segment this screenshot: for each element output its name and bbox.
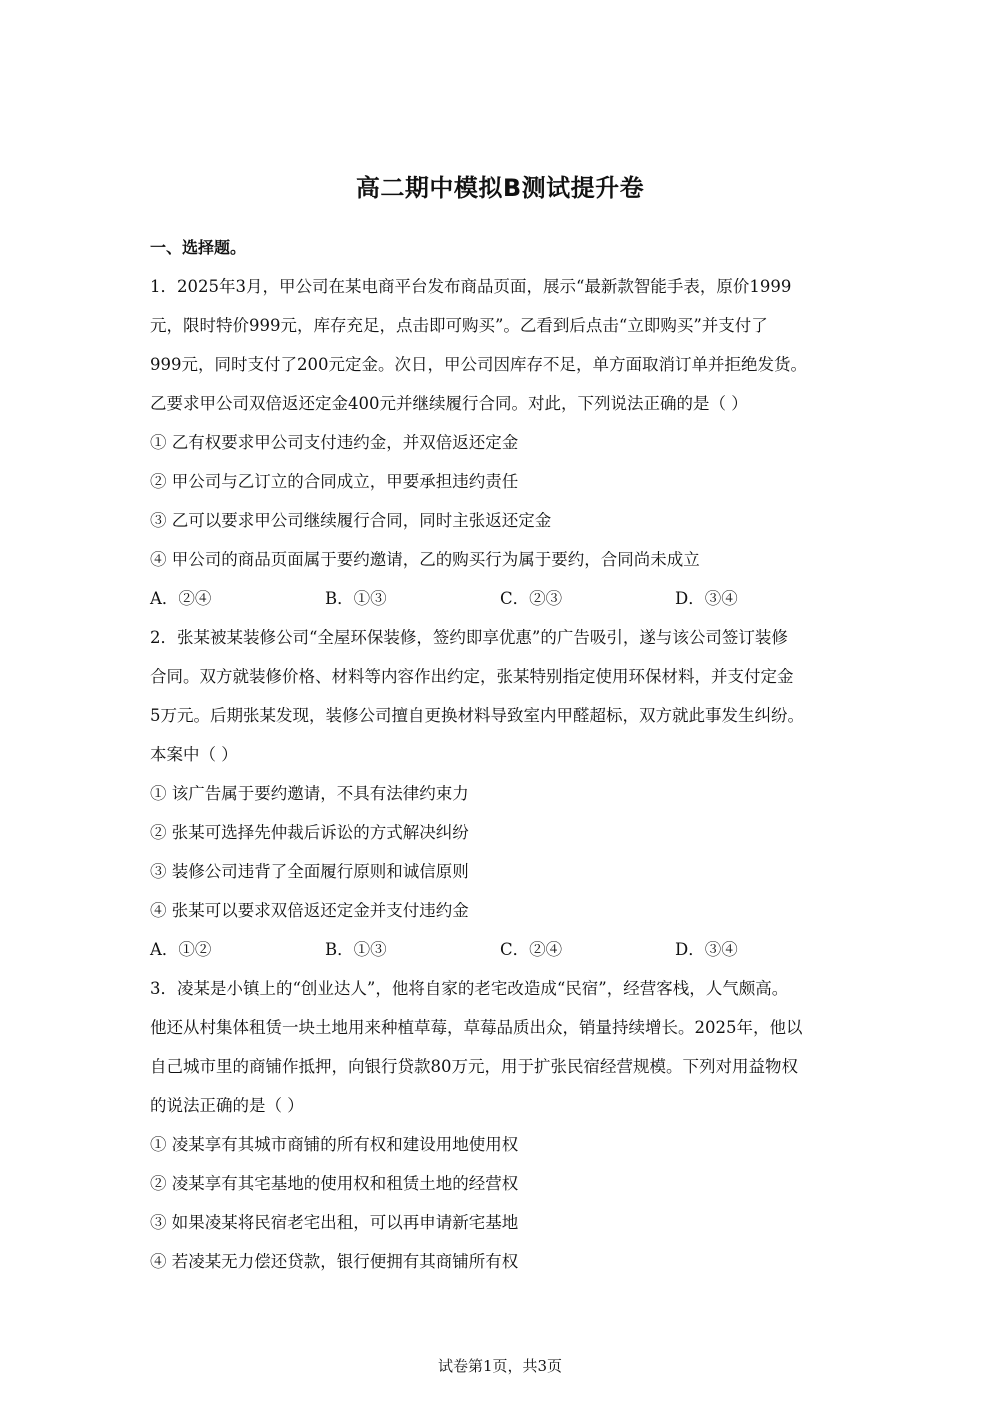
option-d: D．③④ (675, 589, 738, 608)
content (150, 228, 865, 1281)
question-1 (150, 267, 865, 618)
question-2 (150, 618, 865, 969)
option-c: C．②③ (500, 589, 563, 608)
section-heading: 一、选择题。 (150, 238, 247, 257)
statement-item: ① 凌某享有其城市商铺的所有权和建设用地使用权 (150, 1135, 519, 1154)
question-stem-line: 他还从村集体租赁一块土地用来种植草莓，草莓品质出众，销量持续增长。2025年，他以 (150, 1018, 803, 1037)
question-stem-line: 2．张某被某装修公司“全屋环保装修，签约即享优惠”的广告吸引，遂与该公司签订装修 (150, 628, 788, 647)
question-3 (150, 969, 865, 1281)
page-footer: 试卷第1页，共3页 (437, 1357, 563, 1375)
page-title: 高二期中模拟B测试提升卷 (355, 174, 645, 202)
question-stem-line: 3．凌某是小镇上的“创业达人”，他将自家的老宅改造成“民宿”，经营客栈，人气颇高。 (150, 979, 789, 998)
question-stem-line: 的说法正确的是（ ） (150, 1096, 304, 1115)
statement-item: ④ 张某可以要求双倍返还定金并支付违约金 (150, 901, 469, 920)
statement-item: ④ 甲公司的商品页面属于要约邀请，乙的购买行为属于要约，合同尚未成立 (150, 550, 700, 569)
option-a: A．②④ (150, 589, 212, 608)
statement-item: ② 甲公司与乙订立的合同成立，甲要承担违约责任 (150, 472, 519, 491)
statement-item: ② 凌某享有其宅基地的使用权和租赁土地的经营权 (150, 1174, 519, 1193)
statement-item: ③ 装修公司违背了全面履行原则和诚信原则 (150, 862, 469, 881)
option-b: B．①③ (325, 589, 387, 608)
option-c: C．②④ (500, 940, 563, 959)
question-stem-line: 5万元。后期张某发现，装修公司擅自更换材料导致室内甲醛超标，双方就此事发生纠纷。 (150, 706, 804, 725)
question-stem-line: 999元，同时支付了200元定金。次日，甲公司因库存不足，单方面取消订单并拒绝发货。 (150, 355, 807, 374)
option-d: D．③④ (675, 940, 738, 959)
question-stem-line: 1．2025年3月，甲公司在某电商平台发布商品页面，展示“最新款智能手表，原价1999 (150, 277, 792, 296)
statement-item: ② 张某可选择先仲裁后诉讼的方式解决纠纷 (150, 823, 469, 842)
option-a: A．①② (150, 940, 212, 959)
question-stem-line: 元，限时特价999元，库存充足，点击即可购买”。乙看到后点击“立即购买”并支付了 (150, 316, 768, 335)
statement-item: ① 乙有权要求甲公司支付违约金，并双倍返还定金 (150, 433, 519, 452)
answer-options (150, 579, 865, 618)
statement-item: ③ 乙可以要求甲公司继续履行合同，同时主张返还定金 (150, 511, 552, 530)
question-stem-line: 自己城市里的商铺作抵押，向银行贷款80万元，用于扩张民宿经营规模。下列对用益物权 (150, 1057, 798, 1076)
statement-item: ① 该广告属于要约邀请，不具有法律约束力 (150, 784, 469, 803)
question-stem-line: 合同。双方就装修价格、材料等内容作出约定，张某特别指定使用环保材料，并支付定金 (150, 667, 794, 686)
statement-item: ③ 如果凌某将民宿老宅出租，可以再申请新宅基地 (150, 1213, 519, 1232)
question-stem-line: 本案中（ ） (150, 745, 238, 764)
statement-item: ④ 若凌某无力偿还贷款，银行便拥有其商铺所有权 (150, 1252, 519, 1271)
answer-options (150, 930, 865, 969)
option-b: B．①③ (325, 940, 387, 959)
question-stem-line: 乙要求甲公司双倍返还定金400元并继续履行合同。对此，下列说法正确的是（ ） (150, 394, 748, 413)
